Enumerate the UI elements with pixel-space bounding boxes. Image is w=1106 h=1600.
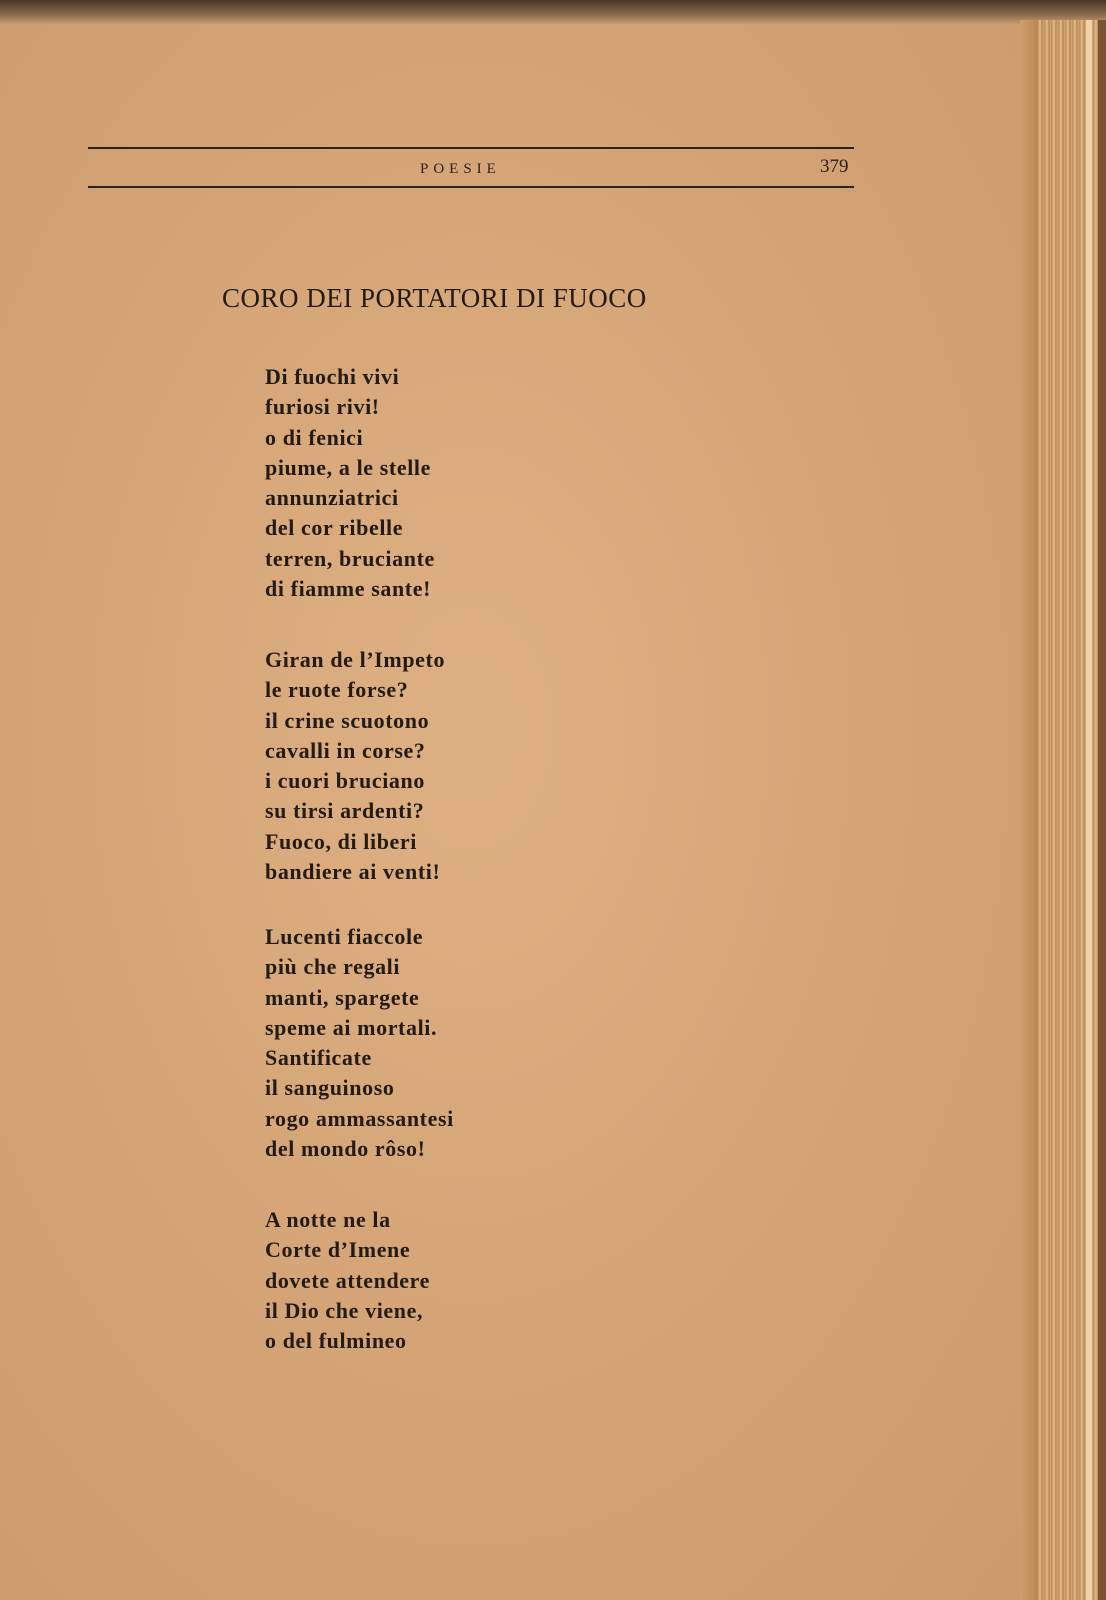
poem-line: piume, a le stelle: [265, 454, 431, 480]
poem-line: rogo ammassantesi: [265, 1105, 454, 1131]
page-edges: [1038, 20, 1106, 1600]
stanza-3: [265, 922, 454, 1164]
poem-line: manti, spargete: [265, 984, 420, 1010]
poem-line: il sanguinoso: [265, 1075, 395, 1101]
poem-line: Giran de l’Impeto: [265, 647, 446, 672]
poem-line: o del fulmineo: [265, 1328, 407, 1354]
book-cover-edge: [1098, 20, 1106, 1600]
poem-line: A notte ne la: [265, 1207, 391, 1232]
poem-line: di fiamme sante!: [265, 576, 432, 602]
poem-line: Santificate: [265, 1045, 372, 1071]
poem-title: CORO DEI PORTATORI DI FUOCO: [222, 283, 647, 313]
page-gutter: [1020, 20, 1040, 1600]
header-rule-top: [88, 147, 854, 149]
poem-line: dovete attendere: [265, 1267, 430, 1293]
poem-line: le ruote forse?: [265, 677, 409, 703]
poem-line: il Dio che viene,: [265, 1297, 424, 1323]
poem-line: cavalli in corse?: [265, 737, 426, 763]
stanza-2: [265, 645, 445, 887]
poem-line: su tirsi ardenti?: [265, 798, 425, 824]
poem-line: annunziatrici: [265, 485, 399, 511]
header-rule-bottom: [88, 186, 854, 188]
book-page: [0, 18, 1046, 1600]
stanza-4: [265, 1205, 430, 1356]
running-head: POESIE: [420, 161, 501, 177]
poem-line: più che regali: [265, 954, 401, 980]
poem-line: Di fuochi vivi: [265, 364, 400, 389]
poem-line: il crine scuotono: [265, 707, 430, 733]
poem-line: bandiere ai venti!: [265, 859, 441, 885]
stanza-1: [265, 362, 435, 604]
poem-line: speme ai mortali.: [265, 1014, 438, 1040]
poem-line: Fuoco, di liberi: [265, 828, 417, 854]
poem-line: terren, bruciante: [265, 545, 435, 571]
poem-line: Lucenti fiaccole: [265, 924, 424, 949]
poem-line: del cor ribelle: [265, 515, 404, 541]
poem-line: i cuori bruciano: [265, 768, 425, 794]
top-edge-shadow: [0, 0, 1106, 24]
poem-line: furiosi rivi!: [265, 394, 380, 420]
page-edge-highlight: [1086, 20, 1092, 1600]
poem-line: o di fenici: [265, 424, 364, 450]
poem-line: del mondo rôso!: [265, 1136, 426, 1162]
page-number: 379: [820, 156, 849, 177]
poem-line: Corte d’Imene: [265, 1237, 411, 1263]
